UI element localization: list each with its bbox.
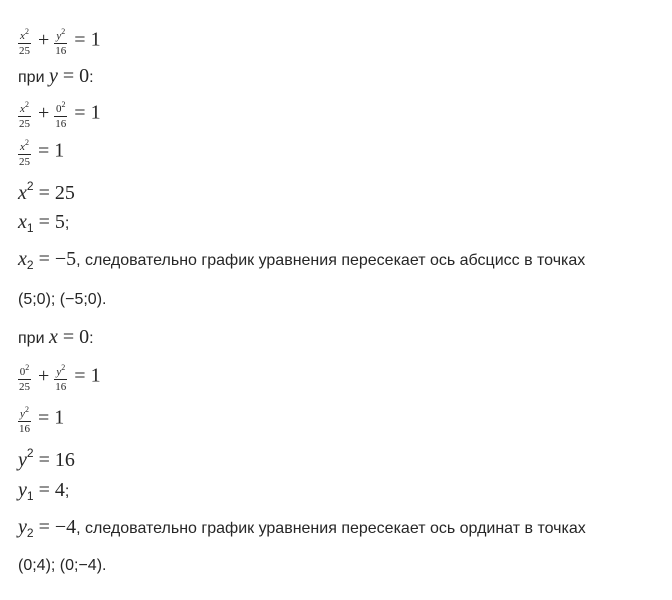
ellipse-equation: $\frac{x^2}{25}$ + $\frac{y^2}{16}$ = 1 [19,27,101,57]
condition-x-zero: при x = 0: [18,326,94,348]
fraction-x2-over-25: $\frac{x^2}{25}$ [19,27,30,57]
x-intercept-points: (5;0); (−5;0). [18,291,107,308]
substitution-y-zero: $\frac{x^2}{25}$ + $\frac{0^2}{16}$ = 1 [19,100,101,130]
substitution-x-zero: $\frac{0^2}{25}$ + $\frac{y^2}{16}$ = 1 [19,363,101,393]
y-intercept-points: (0;4); (0;−4). [18,557,107,574]
root-x2-conclusion: $x_2 = -5$, следовательно график уравнения пересекает ось абсцисс в точках [18,248,586,272]
root-y2-conclusion: $y_2 = -4$, следовательно график уравнения пересекает ось ординат в точках [18,516,586,540]
root-x1: $x_1 = 5$; [18,211,70,235]
root-y1: $y_1 = 4$; [18,479,70,503]
fraction-y2-over-16: $\frac{y^2}{16}$ [55,27,67,57]
simplified-y-equation: $\frac{y^2}{16}$ = 1 [19,405,65,435]
x-squared-equation: $x^2 = 25$ [18,179,75,204]
condition-y-zero: при y = 0: [18,65,94,87]
y-squared-equation: $y^2 = 16$ [18,446,75,471]
simplified-x-equation: $\frac{x^2}{25}$ = 1 [19,138,65,168]
